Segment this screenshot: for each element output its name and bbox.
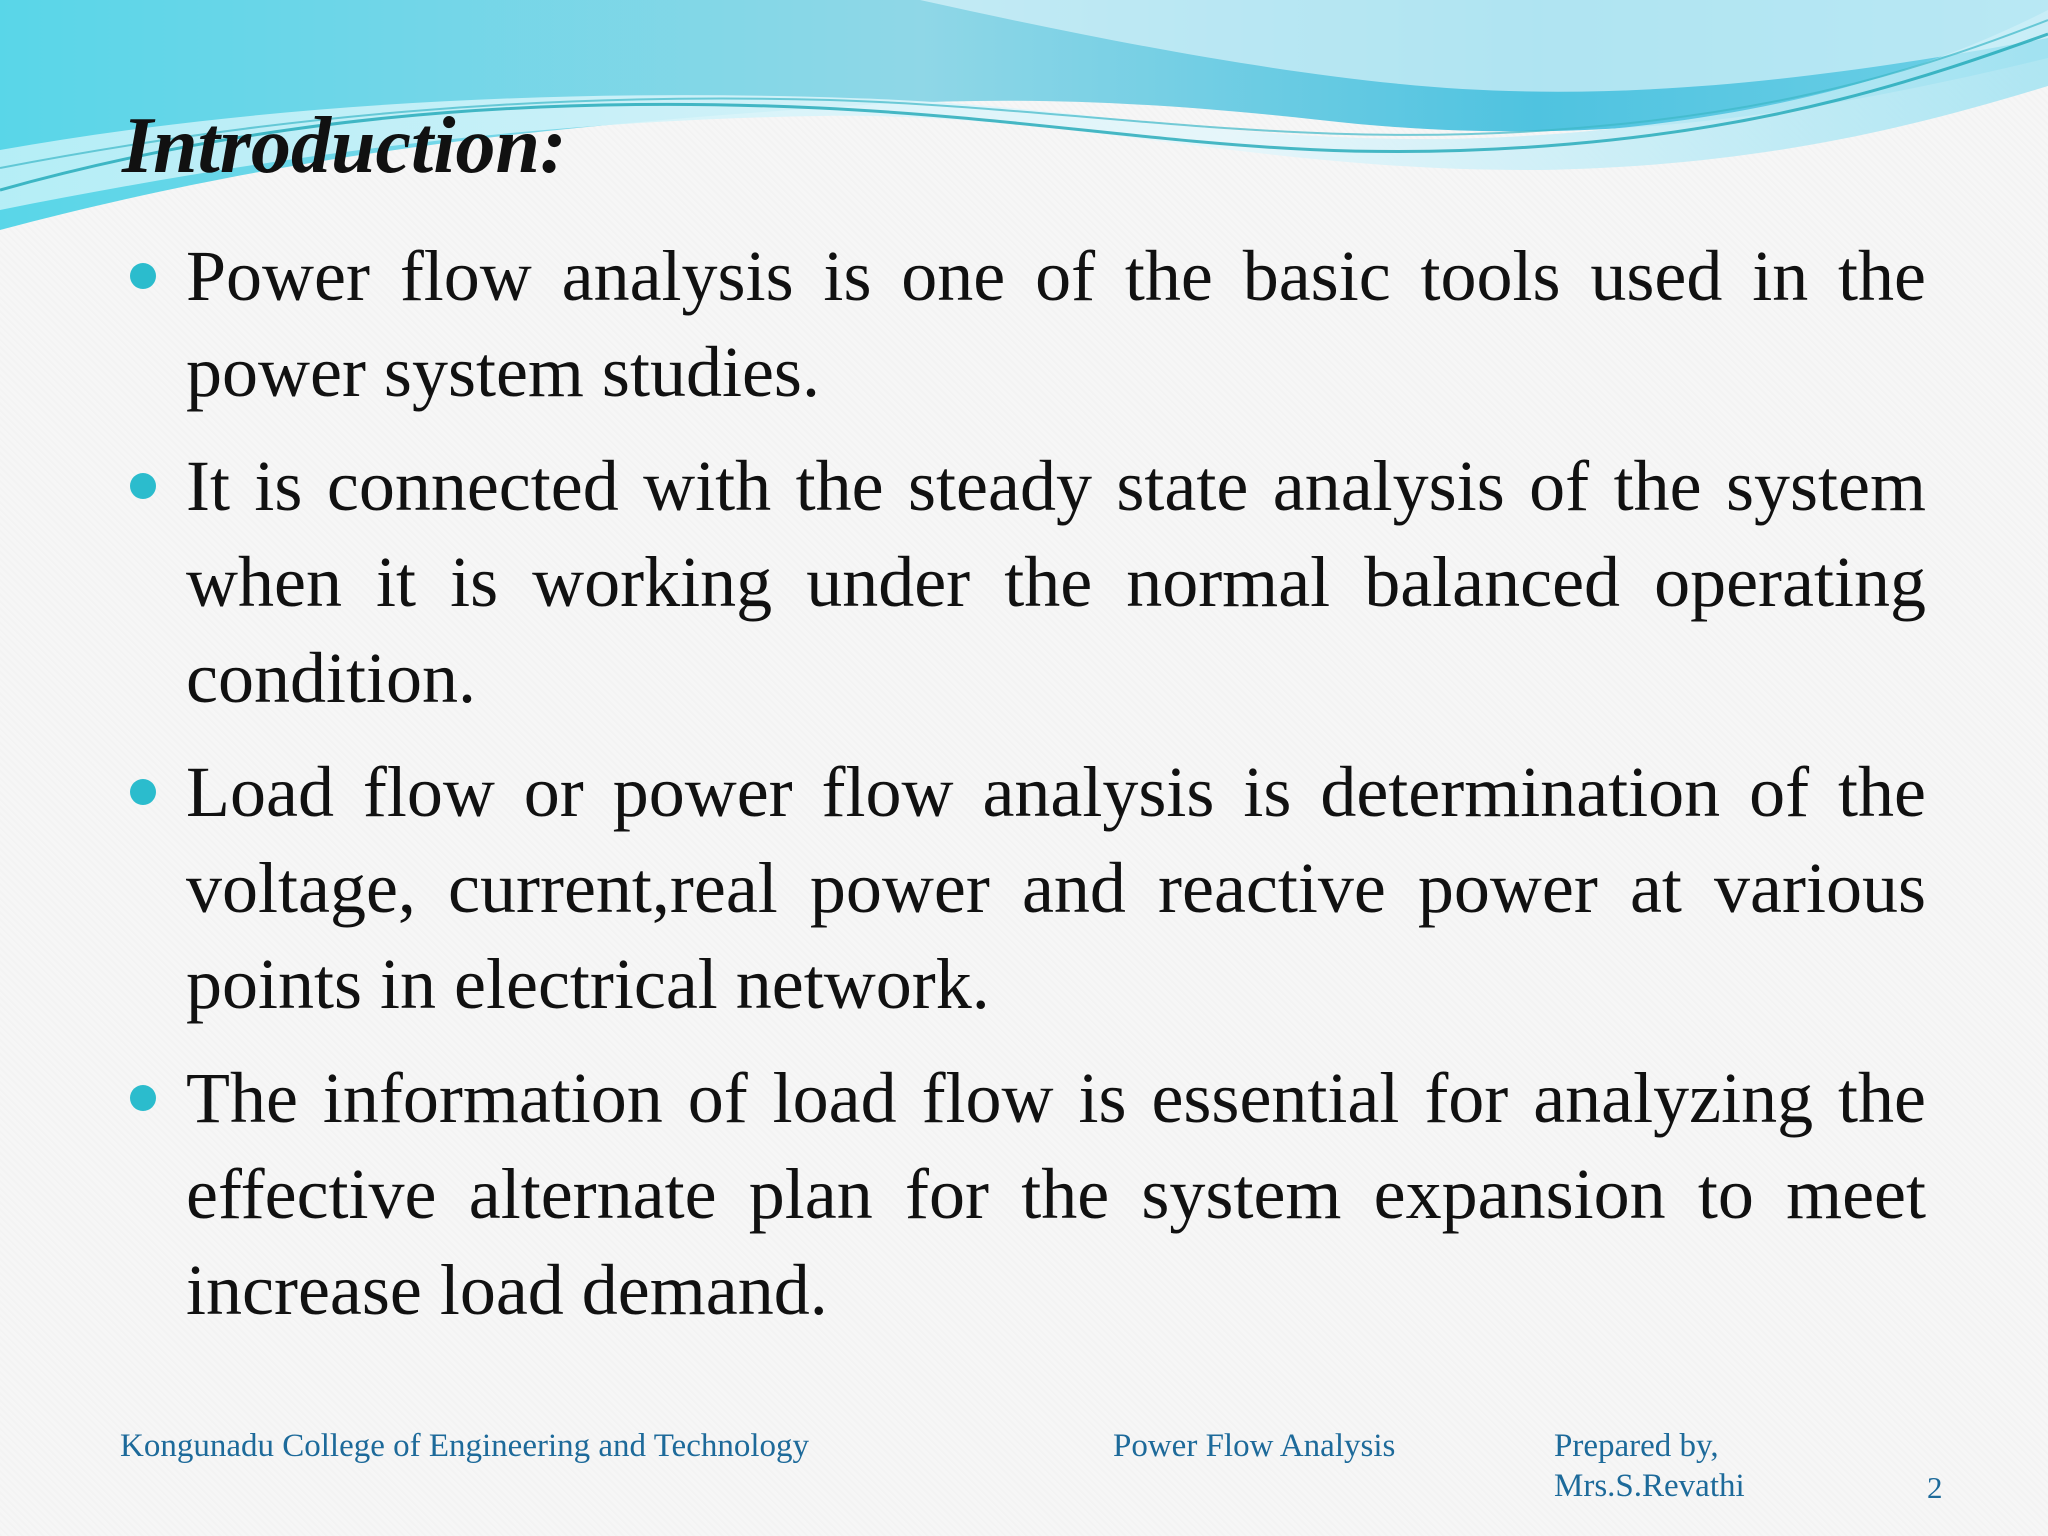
page-number: 2 (1927, 1470, 1943, 1505)
footer-author: Mrs.S.Revathi (1554, 1468, 1745, 1504)
footer-college: Kongunadu College of Engineering and Technology (120, 1428, 810, 1464)
bullet-item (130, 744, 1926, 1032)
round-dot-icon (130, 473, 156, 499)
bullet-text: Power flow analysis is one of the basic tools used in the power system studies. (186, 236, 1926, 412)
bullet-text: Load flow or power flow analysis is determination of the voltage, current,real power and reactive power at various points in electrical network. (186, 752, 1926, 1024)
footer-prepared-by: Prepared by, (1554, 1428, 1719, 1464)
footer-topic: Power Flow Analysis (1113, 1428, 1396, 1464)
bullet-item (130, 438, 1926, 726)
bullet-text: It is connected with the steady state analysis of the system when it is working under the normal balanced operating condition. (186, 446, 1926, 718)
round-dot-icon (130, 263, 156, 289)
bullet-list (130, 228, 1926, 1356)
bullet-item (130, 228, 1926, 420)
slide-title: Introduction: (122, 102, 567, 190)
round-dot-icon (130, 779, 156, 805)
round-dot-icon (130, 1085, 156, 1111)
bullet-item (130, 1050, 1926, 1338)
bullet-text: The information of load flow is essential for analyzing the effective alternate plan for the system expansion to meet increase load demand. (186, 1058, 1926, 1330)
